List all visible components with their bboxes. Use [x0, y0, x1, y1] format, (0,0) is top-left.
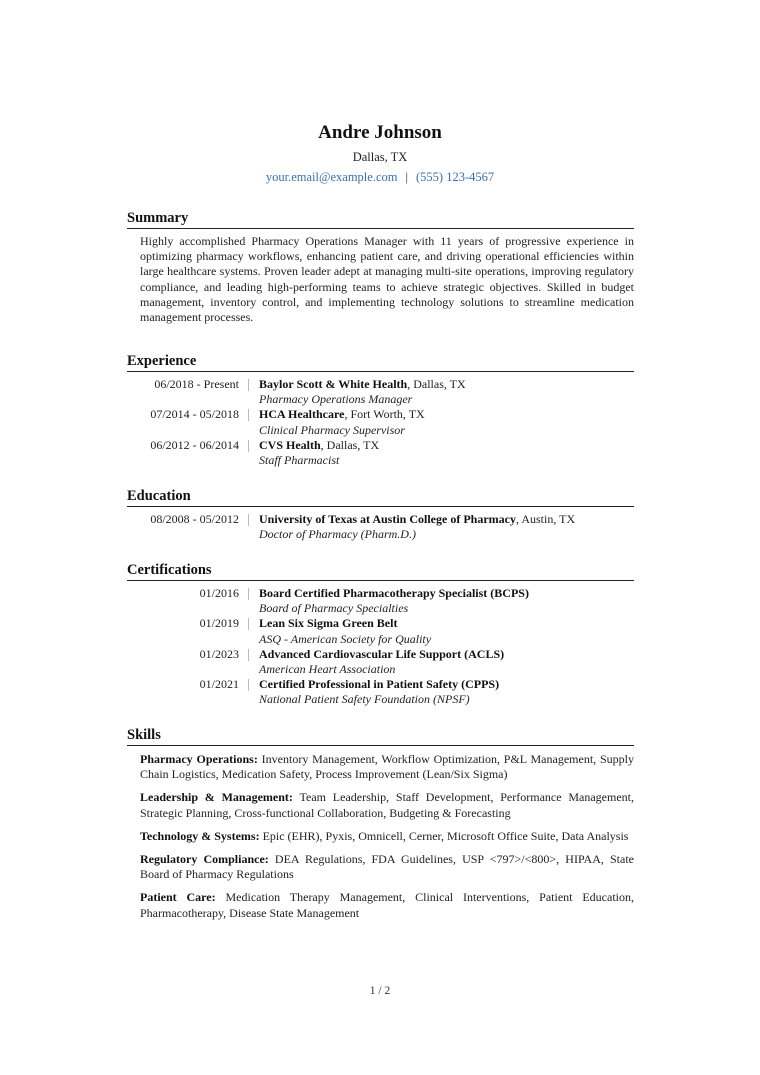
entry-body	[259, 377, 466, 407]
experience-entry	[127, 407, 634, 437]
skill-item	[140, 829, 634, 844]
experience-entry	[127, 377, 634, 407]
certifications-list	[127, 586, 634, 708]
entry-divider	[248, 679, 249, 691]
entry-issuer: American Heart Association	[259, 662, 396, 677]
entry-divider	[248, 440, 249, 452]
entry-issuer: ASQ - American Society for Quality	[259, 631, 432, 646]
skills-list	[127, 752, 634, 921]
experience-section	[127, 352, 634, 468]
certification-entry	[127, 616, 634, 646]
entry-date: 01/2023	[199, 646, 239, 661]
entry-role: Clinical Pharmacy Supervisor	[259, 422, 405, 437]
education-section	[127, 487, 634, 542]
education-list	[127, 512, 634, 542]
candidate-location: Dallas, TX	[352, 150, 408, 164]
skill-item	[140, 890, 634, 920]
summary-heading: Summary	[127, 209, 634, 229]
education-heading: Education	[127, 487, 634, 507]
skill-label: Regulatory Compliance:	[140, 852, 269, 867]
entry-location: , Dallas, TX	[320, 437, 380, 452]
resume-header	[0, 120, 760, 186]
entry-date: 06/2018 - Present	[154, 377, 239, 391]
entry-org: CVS Health	[259, 437, 321, 452]
skill-item	[140, 752, 634, 782]
skill-label: Pharmacy Operations:	[140, 752, 258, 766]
entry-location: , Dallas, TX	[407, 377, 466, 391]
contact-separator: |	[405, 170, 408, 184]
experience-heading: Experience	[127, 352, 634, 372]
experience-entry	[127, 438, 634, 468]
certification-entry	[127, 677, 634, 707]
page-number: 1 / 2	[369, 985, 391, 997]
skill-item	[140, 790, 634, 820]
entry-date: 01/2019	[199, 616, 239, 631]
skills-heading: Skills	[127, 726, 634, 746]
skill-text: Inventory Management, Workflow Optimization, P&L Management, Supply Chain Logistics, Medication Safety, Process Improvement (Lean/Six Sigma)	[140, 752, 634, 782]
entry-date: 07/2014 - 05/2018	[150, 407, 239, 422]
entry-issuer: Board of Pharmacy Specialties	[259, 601, 409, 616]
entry-date: 06/2012 - 06/2014	[150, 437, 239, 452]
entry-body	[259, 647, 504, 677]
summary-section	[127, 209, 634, 325]
entry-role: Doctor of Pharmacy (Pharm.D.)	[259, 527, 416, 542]
certifications-heading: Certifications	[127, 561, 634, 581]
entry-org: Baylor Scott & White Health	[259, 377, 408, 391]
entry-location: , Fort Worth, TX	[344, 407, 425, 422]
summary-text: Highly accomplished Pharmacy Operations Manager with 11 years of progressive experience in optimizing pharmacy workflows, enhancing patient care, and driving operational efficiencies within large healthcare systems. Proven leader adept at managing multi-site operations, improving regulatory compliance, and leading high-performing teams to achieve strategic objectives. Skilled in budget management, inventory control, and implementing technology solutions to streamline medication management processes.	[140, 234, 634, 325]
skill-label: Leadership & Management:	[140, 790, 293, 805]
entry-body	[259, 616, 431, 646]
entry-divider	[248, 409, 249, 421]
entry-body	[259, 677, 499, 707]
entry-body	[259, 438, 379, 468]
entry-date: 01/2021	[199, 677, 239, 692]
entry-org: Certified Professional in Patient Safety (CPPS)	[259, 677, 500, 692]
entry-org: Board Certified Pharmacotherapy Specialist (BCPS)	[259, 586, 529, 600]
entry-body	[259, 512, 575, 542]
entry-location: , Austin, TX	[516, 512, 576, 526]
phone-link[interactable]: (555) 123-4567	[416, 170, 495, 184]
certification-entry	[127, 586, 634, 616]
entry-body	[259, 586, 529, 616]
entry-org: Lean Six Sigma Green Belt	[259, 616, 398, 631]
entry-divider	[248, 618, 249, 630]
experience-list	[127, 377, 634, 468]
certifications-section	[127, 561, 634, 708]
certification-entry	[127, 647, 634, 677]
entry-divider	[248, 514, 249, 526]
skill-text: DEA Regulations, FDA Guidelines, USP <797>/<800>, HIPAA, State Board of Pharmacy Regulations	[140, 852, 634, 882]
skill-text: Team Leadership, Staff Development, Performance Management, Strategic Planning, Cross-functional Collaboration, Budgeting & Forecasting	[140, 790, 634, 820]
skill-item	[140, 852, 634, 882]
entry-divider	[248, 649, 249, 661]
skill-label: Technology & Systems:	[140, 828, 260, 843]
entry-role: Pharmacy Operations Manager	[259, 392, 413, 407]
entry-divider	[248, 588, 249, 600]
entry-date: 01/2016	[199, 586, 239, 600]
education-entry	[127, 512, 634, 542]
skill-label: Patient Care:	[140, 890, 216, 905]
candidate-name: Andre Johnson	[318, 122, 442, 143]
skill-text: Epic (EHR), Pyxis, Omnicell, Cerner, Microsoft Office Suite, Data Analysis	[259, 828, 629, 843]
skills-section	[127, 726, 634, 921]
email-link[interactable]: your.email@example.com	[265, 170, 398, 184]
entry-divider	[248, 379, 249, 391]
contact-line	[0, 168, 760, 186]
entry-issuer: National Patient Safety Foundation (NPSF)	[259, 692, 470, 707]
entry-role: Staff Pharmacist	[259, 453, 340, 468]
skill-text: Medication Therapy Management, Clinical Interventions, Patient Education, Pharmacotherapy, Disease State Management	[140, 890, 634, 920]
entry-body	[259, 407, 425, 437]
entry-org: University of Texas at Austin College of Pharmacy	[259, 512, 516, 526]
entry-org: Advanced Cardiovascular Life Support (ACLS)	[259, 646, 505, 661]
entry-org: HCA Healthcare	[259, 407, 345, 422]
entry-date: 08/2008 - 05/2012	[150, 512, 239, 526]
